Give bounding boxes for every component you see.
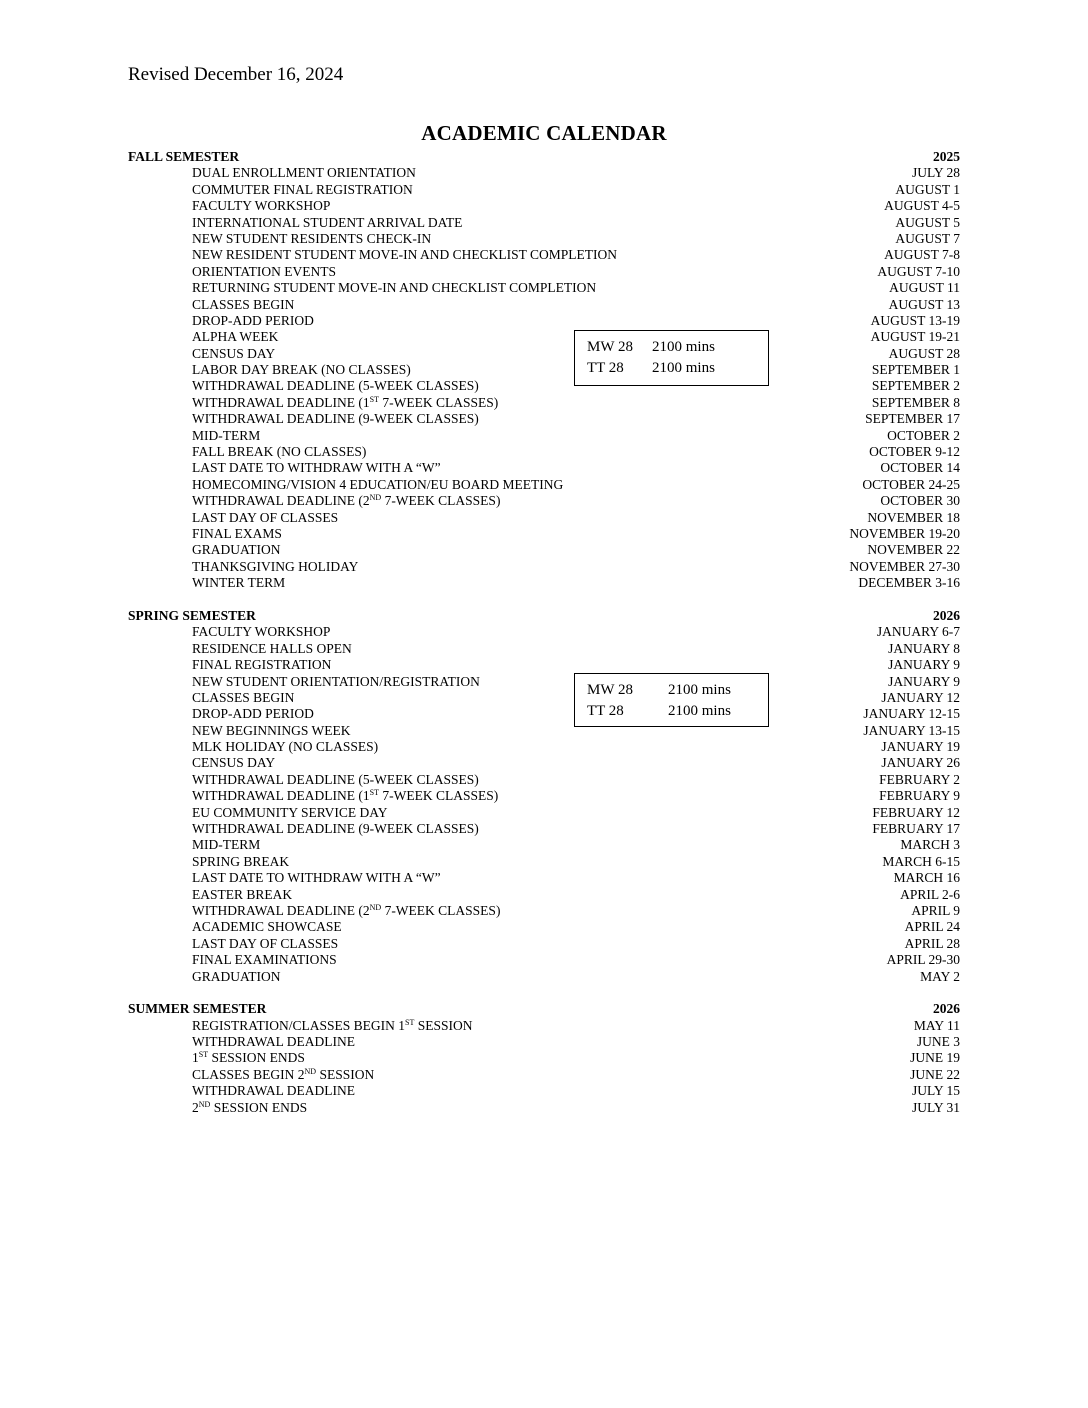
calendar-event-row [0, 477, 1088, 493]
calendar-event-row [0, 837, 1088, 853]
calendar-event-row [0, 559, 1088, 575]
event-label: INTERNATIONAL STUDENT ARRIVAL DATE [192, 214, 463, 230]
calendar-event-row [0, 788, 1088, 804]
revised-date: Revised December 16, 2024 [128, 64, 344, 85]
event-label-part: SESSION ENDS [208, 1050, 305, 1066]
calendar-event-row [0, 526, 1088, 542]
fall-minutes-box [574, 330, 769, 386]
box-line [575, 337, 768, 358]
calendar-event-row [0, 510, 1088, 526]
event-date: JULY 28 [911, 165, 960, 181]
event-label: LAST DAY OF CLASSES [192, 935, 339, 951]
event-label: CLASSES BEGIN [192, 296, 295, 312]
semester-year: 2026 [933, 1001, 960, 1017]
event-date: JANUARY 13-15 [863, 722, 960, 738]
event-date: MARCH 16 [893, 870, 960, 886]
event-label: FACULTY WORKSHOP [192, 624, 331, 640]
event-label: NEW BEGINNINGS WEEK [192, 722, 351, 738]
calendar-event-row [0, 1067, 1088, 1083]
event-date: AUGUST 1 [895, 181, 960, 197]
semester-header [0, 608, 1088, 624]
calendar-event-row [0, 1100, 1088, 1116]
calendar-event-row [0, 329, 1088, 345]
event-date: FEBRUARY 2 [879, 771, 960, 787]
event-label: WITHDRAWAL DEADLINE (5-WEEK CLASSES) [192, 771, 479, 787]
event-date: OCTOBER 30 [880, 493, 960, 509]
box-code: MW 28 [587, 682, 633, 698]
box-mins: 2100 mins [668, 703, 731, 719]
event-date: JANUARY 12 [881, 689, 960, 705]
semester-name: SPRING SEMESTER [128, 607, 256, 623]
calendar-event-row [0, 346, 1088, 362]
event-date: AUGUST 11 [889, 280, 960, 296]
calendar-event-row [0, 690, 1088, 706]
event-label: DROP-ADD PERIOD [192, 706, 314, 722]
box-mins: 2100 mins [652, 360, 715, 376]
event-date: JUNE 22 [910, 1066, 960, 1082]
calendar-event-row [0, 1083, 1088, 1099]
calendar-event-row [0, 493, 1088, 509]
box-code: TT 28 [587, 360, 624, 376]
calendar-event-row [0, 231, 1088, 247]
event-date: SEPTEMBER 2 [871, 378, 960, 394]
event-label-part: SESSION [316, 1066, 375, 1082]
event-label-part: 7-WEEK CLASSES) [381, 902, 501, 918]
box-code: TT 28 [587, 703, 624, 719]
event-date: AUGUST 19-21 [870, 329, 960, 345]
event-date: FEBRUARY 12 [872, 804, 960, 820]
event-label: LABOR DAY BREAK (NO CLASSES) [192, 362, 411, 378]
event-label [192, 493, 500, 509]
event-label: NEW STUDENT RESIDENTS CHECK-IN [192, 230, 432, 246]
event-date: AUGUST 28 [888, 345, 960, 361]
event-date: AUGUST 4-5 [884, 198, 960, 214]
event-label-part: REGISTRATION/CLASSES BEGIN 1 [192, 1017, 406, 1033]
semester-year: 2026 [933, 607, 960, 623]
event-date: JANUARY 12-15 [863, 706, 960, 722]
event-date: SEPTEMBER 17 [865, 411, 960, 427]
calendar-event-row [0, 280, 1088, 296]
event-label-part: 7-WEEK CLASSES) [378, 394, 499, 410]
event-label: GRADUATION [192, 968, 281, 984]
event-label: MID-TERM [192, 427, 261, 443]
event-label [192, 395, 498, 411]
event-label [192, 788, 498, 804]
calendar-event-row [0, 805, 1088, 821]
box-line [575, 358, 768, 379]
event-label-superscript: ND [198, 1099, 211, 1109]
event-label [192, 1100, 307, 1116]
event-label-part: CLASSES BEGIN 2 [192, 1066, 305, 1082]
calendar-event-row [0, 313, 1088, 329]
event-label: LAST DAY OF CLASSES [192, 509, 339, 525]
calendar-event-row [0, 542, 1088, 558]
event-date: MARCH 6-15 [882, 853, 960, 869]
calendar-event-row [0, 395, 1088, 411]
event-label: LAST DATE TO WITHDRAW WITH A “W” [192, 870, 441, 886]
event-label: THANKSGIVING HOLIDAY [192, 558, 359, 574]
calendar-event-row [0, 378, 1088, 394]
event-date: JANUARY 8 [888, 640, 960, 656]
event-label [192, 1067, 374, 1083]
event-label-part: SESSION [414, 1017, 473, 1033]
event-label: CENSUS DAY [192, 755, 276, 771]
calendar-event-row [0, 264, 1088, 280]
event-label: NEW STUDENT ORIENTATION/REGISTRATION [192, 673, 480, 689]
event-date: JANUARY 26 [881, 755, 960, 771]
event-label-part: 7-WEEK CLASSES) [378, 788, 499, 804]
calendar-event-row [0, 428, 1088, 444]
calendar-event-row [0, 165, 1088, 181]
event-label-part: SESSION ENDS [210, 1099, 308, 1115]
calendar-event-row [0, 1050, 1088, 1066]
event-label: ORIENTATION EVENTS [192, 263, 337, 279]
calendar-event-row [0, 854, 1088, 870]
event-date: APRIL 2-6 [900, 886, 960, 902]
calendar-event-row [0, 1018, 1088, 1034]
box-mins: 2100 mins [668, 682, 731, 698]
event-label: WINTER TERM [192, 575, 286, 591]
event-label [192, 1018, 473, 1034]
event-date: SEPTEMBER 8 [871, 394, 960, 410]
spring-minutes-box [574, 673, 769, 727]
calendar-event-row [0, 772, 1088, 788]
event-label: FINAL REGISTRATION [192, 657, 332, 673]
event-label-part: 1 [192, 1050, 199, 1066]
event-date: OCTOBER 2 [887, 427, 960, 443]
calendar-event-row [0, 936, 1088, 952]
event-date: DECEMBER 3-16 [858, 575, 960, 591]
calendar-event-row [0, 641, 1088, 657]
event-date: SEPTEMBER 1 [871, 362, 960, 378]
event-date: MAY 11 [913, 1017, 960, 1033]
event-date: NOVEMBER 19-20 [849, 525, 960, 541]
calendar-event-row [0, 444, 1088, 460]
event-label: EASTER BREAK [192, 886, 293, 902]
event-label: FINAL EXAMINATIONS [192, 952, 337, 968]
event-label-superscript: ST [405, 1017, 415, 1027]
event-label: DROP-ADD PERIOD [192, 312, 314, 328]
calendar-event-row [0, 215, 1088, 231]
event-label: DUAL ENROLLMENT ORIENTATION [192, 165, 416, 181]
calendar-event-row [0, 723, 1088, 739]
event-date: OCTOBER 14 [880, 460, 960, 476]
event-date: AUGUST 13-19 [870, 312, 960, 328]
event-label: WITHDRAWAL DEADLINE (9-WEEK CLASSES) [192, 821, 479, 837]
event-date: AUGUST 7-8 [884, 247, 960, 263]
box-mins: 2100 mins [652, 339, 715, 355]
event-date: MAY 2 [920, 968, 960, 984]
event-date: JUNE 3 [916, 1034, 960, 1050]
event-date: NOVEMBER 22 [867, 542, 960, 558]
semester-name: FALL SEMESTER [128, 149, 240, 164]
event-label-part: 7-WEEK CLASSES) [381, 493, 501, 509]
event-label: MID-TERM [192, 837, 261, 853]
event-date: JANUARY 19 [881, 739, 960, 755]
event-label: WITHDRAWAL DEADLINE (9-WEEK CLASSES) [192, 411, 479, 427]
event-label: HOMECOMING/VISION 4 EDUCATION/EU BOARD MEETING [192, 476, 564, 492]
calendar-event-row [0, 903, 1088, 919]
calendar-event-row [0, 657, 1088, 673]
event-label: ACADEMIC SHOWCASE [192, 919, 342, 935]
event-date: APRIL 28 [904, 935, 960, 951]
event-label-part: WITHDRAWAL DEADLINE (1 [192, 788, 370, 804]
calendar-event-row [0, 706, 1088, 722]
event-label: RETURNING STUDENT MOVE-IN AND CHECKLIST COMPLETION [192, 280, 597, 296]
calendar-event-row [0, 952, 1088, 968]
event-label: COMMUTER FINAL REGISTRATION [192, 181, 413, 197]
calendar-event-row [0, 1034, 1088, 1050]
event-label-superscript: ND [369, 493, 382, 503]
event-label: WITHDRAWAL DEADLINE (5-WEEK CLASSES) [192, 378, 479, 394]
event-label: FINAL EXAMS [192, 525, 282, 541]
calendar-event-row [0, 575, 1088, 591]
semester-section [0, 608, 1088, 985]
semester-name: SUMMER SEMESTER [128, 1001, 267, 1017]
calendar-event-row [0, 887, 1088, 903]
event-date: JANUARY 9 [888, 673, 960, 689]
event-date: NOVEMBER 27-30 [849, 558, 960, 574]
event-label: WITHDRAWAL DEADLINE [192, 1034, 356, 1050]
event-label: RESIDENCE HALLS OPEN [192, 640, 352, 656]
calendar-event-row [0, 362, 1088, 378]
event-label-superscript: ST [369, 788, 379, 798]
box-line [575, 701, 768, 722]
calendar-event-row [0, 739, 1088, 755]
event-label-superscript: ND [304, 1066, 317, 1076]
event-label: EU COMMUNITY SERVICE DAY [192, 804, 388, 820]
event-date: AUGUST 5 [895, 214, 960, 230]
event-date: JANUARY 9 [888, 657, 960, 673]
event-label: WITHDRAWAL DEADLINE [192, 1083, 356, 1099]
event-label: GRADUATION [192, 542, 281, 558]
event-date: MARCH 3 [900, 837, 960, 853]
event-date: JUNE 19 [910, 1050, 960, 1066]
semester-section [0, 1001, 1088, 1116]
calendar-event-row [0, 919, 1088, 935]
event-label-part: WITHDRAWAL DEADLINE (2 [192, 493, 370, 509]
event-label-superscript: ND [369, 902, 382, 912]
event-label: CENSUS DAY [192, 345, 276, 361]
event-date: OCTOBER 24-25 [862, 476, 960, 492]
semester-header [0, 149, 1088, 165]
calendar-event-row [0, 624, 1088, 640]
event-date: NOVEMBER 18 [867, 509, 960, 525]
event-date: AUGUST 7-10 [877, 263, 960, 279]
semester-header [0, 1001, 1088, 1017]
page-title: ACADEMIC CALENDAR [421, 121, 667, 145]
event-label [192, 903, 500, 919]
calendar-event-row [0, 755, 1088, 771]
calendar-event-row [0, 411, 1088, 427]
event-label: FACULTY WORKSHOP [192, 198, 331, 214]
semester-year: 2025 [933, 149, 960, 164]
event-label: FALL BREAK (NO CLASSES) [192, 444, 367, 460]
event-label: NEW RESIDENT STUDENT MOVE-IN AND CHECKLIST COMPLETION [192, 247, 617, 263]
calendar-event-row [0, 247, 1088, 263]
calendar-event-row [0, 674, 1088, 690]
event-date: AUGUST 13 [888, 296, 960, 312]
event-label: ALPHA WEEK [192, 329, 279, 345]
event-label: MLK HOLIDAY (NO CLASSES) [192, 739, 379, 755]
box-code: MW 28 [587, 339, 633, 355]
event-date: OCTOBER 9-12 [869, 444, 960, 460]
event-date: APRIL 9 [911, 902, 960, 918]
calendar-event-row [0, 821, 1088, 837]
calendar-event-row [0, 870, 1088, 886]
event-label [192, 1050, 305, 1066]
event-date: FEBRUARY 9 [879, 788, 960, 804]
event-label-part: WITHDRAWAL DEADLINE (1 [192, 394, 370, 410]
event-date: FEBRUARY 17 [872, 821, 960, 837]
event-date: APRIL 24 [904, 919, 960, 935]
event-label-superscript: ST [369, 394, 379, 404]
event-label-part: 2 [192, 1099, 199, 1115]
event-date: AUGUST 7 [895, 230, 960, 246]
calendar-event-row [0, 297, 1088, 313]
event-date: JANUARY 6-7 [876, 624, 960, 640]
event-label: CLASSES BEGIN [192, 689, 295, 705]
event-label-superscript: ST [198, 1050, 209, 1060]
event-label-part: WITHDRAWAL DEADLINE (2 [192, 902, 370, 918]
calendar-event-row [0, 969, 1088, 985]
calendar-event-row [0, 182, 1088, 198]
event-date: JULY 31 [911, 1099, 960, 1115]
calendar-event-row [0, 198, 1088, 214]
event-date: APRIL 29-30 [886, 952, 960, 968]
calendar-event-row [0, 460, 1088, 476]
box-line [575, 680, 768, 701]
semester-section [0, 149, 1088, 592]
event-label: SPRING BREAK [192, 853, 290, 869]
event-date: JULY 15 [911, 1083, 960, 1099]
calendar [0, 149, 1088, 1132]
event-label: LAST DATE TO WITHDRAW WITH A “W” [192, 460, 441, 476]
